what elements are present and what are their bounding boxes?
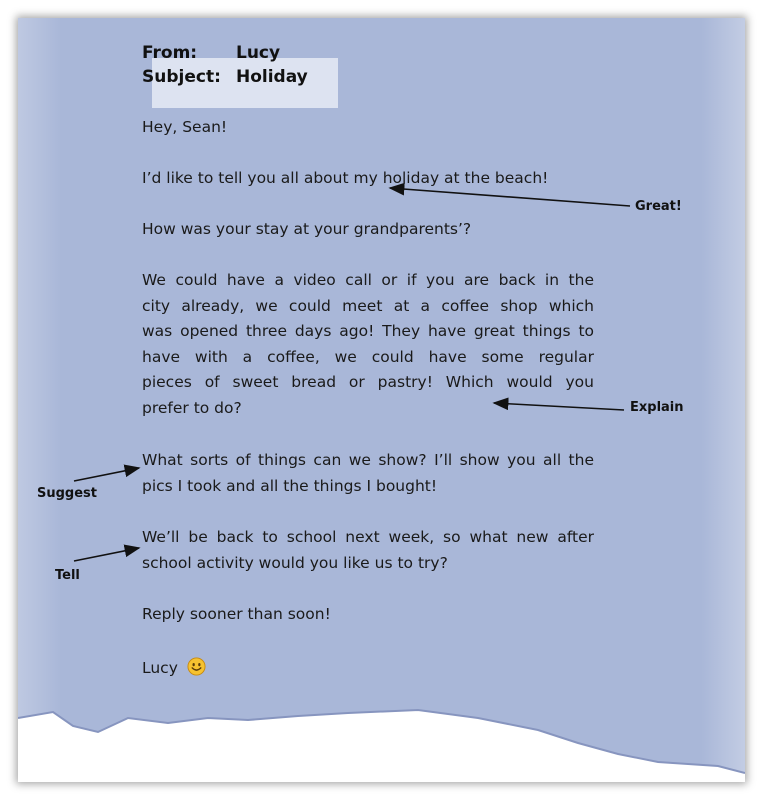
arrow-tell — [74, 548, 139, 561]
arrow-suggest — [74, 468, 139, 481]
annotation-arrows — [18, 18, 745, 782]
closing-line: Reply sooner than soon! — [142, 605, 331, 623]
document-frame — [18, 18, 745, 782]
annotation-tell: Tell — [55, 568, 80, 583]
arrow-great — [390, 188, 630, 206]
paragraph-line: city already, we could meet at a coffee shop which — [142, 296, 594, 315]
letter-line-1: I’d like to tell you all about my holiday at the beach! — [142, 169, 549, 187]
paragraph-line: We’ll be back to school next week, so what new after — [142, 528, 594, 546]
subject-label: Subject: — [142, 67, 221, 87]
paragraph-line: have with a coffee, we could have some regular — [142, 347, 594, 366]
paragraph-line: What sorts of things can we show? I’ll show you all the — [142, 451, 594, 469]
paragraph-line: pieces of sweet bread or pastry! Which would you — [142, 373, 594, 392]
from-value: Lucy — [236, 43, 281, 63]
annotation-explain: Explain — [630, 400, 684, 415]
letter-line-2: How was your stay at your grandparents’? — [142, 220, 472, 238]
paragraph-line: pics I took and all the things I bought! — [142, 476, 438, 495]
annotation-suggest: Suggest — [37, 486, 97, 501]
from-label: From: — [142, 43, 198, 63]
annotation-great: Great! — [635, 199, 682, 214]
subject-value: Holiday — [236, 67, 308, 87]
paragraph-line: We could have a video call or if you are back in the — [142, 271, 594, 289]
greeting: Hey, Sean! — [142, 118, 228, 136]
signature: Lucy — [142, 659, 178, 677]
paragraph-line: prefer to do? — [142, 398, 242, 417]
paragraph-line: was opened three days ago! They have great things to — [142, 322, 594, 341]
arrow-explain — [494, 403, 624, 410]
paragraph-line: school activity would you like us to try? — [142, 553, 448, 572]
